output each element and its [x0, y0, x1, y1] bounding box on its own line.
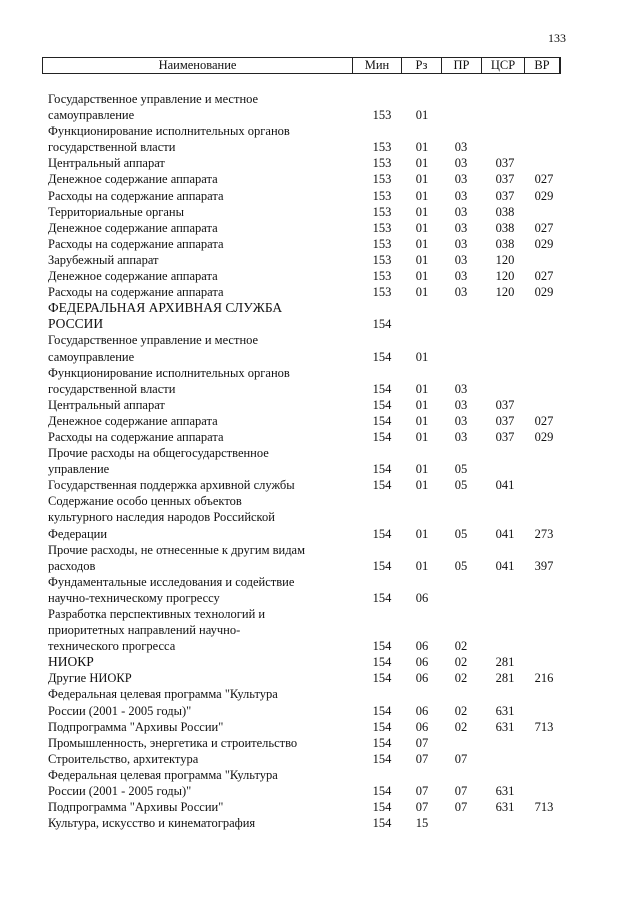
- row-vr: 029: [534, 236, 554, 251]
- table-row: [0, 799, 640, 815]
- table-row: [0, 751, 640, 767]
- row-min: 154: [372, 735, 392, 750]
- row-name: Территориальные органы: [48, 204, 185, 219]
- row-vr: 027: [534, 269, 554, 284]
- table-row: [0, 204, 640, 220]
- row-rz: 06: [415, 639, 429, 654]
- row-csr: 631: [495, 784, 515, 799]
- row-min: 153: [372, 252, 392, 267]
- row-min: 154: [372, 751, 392, 766]
- row-min: 154: [372, 429, 392, 444]
- table-row: [0, 236, 640, 252]
- row-csr: 037: [495, 172, 515, 187]
- row-rz: 06: [415, 590, 429, 605]
- row-csr: 120: [495, 285, 515, 300]
- row-rz: 07: [415, 751, 429, 766]
- row-rz: 01: [415, 108, 429, 123]
- row-min: 154: [372, 800, 392, 815]
- row-pr: 03: [454, 252, 468, 267]
- row-csr: 281: [495, 655, 515, 670]
- table-row: [0, 477, 640, 493]
- row-rz: 01: [415, 252, 429, 267]
- row-pr: 03: [454, 285, 468, 300]
- row-pr: 07: [454, 751, 468, 766]
- row-pr: 02: [454, 639, 468, 654]
- table-row: [0, 413, 640, 429]
- row-rz: 01: [415, 478, 429, 493]
- row-min: 154: [372, 413, 392, 428]
- row-min: 153: [372, 188, 392, 203]
- row-name: Прочие расходы на общегосударственное управление: [48, 446, 269, 477]
- row-min: 154: [372, 526, 392, 541]
- row-min: 154: [372, 671, 392, 686]
- row-pr: 03: [454, 236, 468, 251]
- row-pr: 03: [454, 172, 468, 187]
- row-rz: 01: [415, 462, 429, 477]
- row-csr: 037: [495, 429, 515, 444]
- row-name: Расходы на содержание аппарата: [48, 236, 224, 251]
- row-rz: 01: [415, 397, 429, 412]
- table-row: [0, 429, 640, 445]
- row-min: 154: [372, 558, 392, 573]
- row-vr: 027: [534, 172, 554, 187]
- row-csr: 120: [495, 252, 515, 267]
- row-name: Денежное содержание аппарата: [48, 172, 218, 187]
- row-csr: 037: [495, 413, 515, 428]
- row-rz: 01: [415, 429, 429, 444]
- row-vr: 216: [534, 671, 554, 686]
- row-pr: 03: [454, 381, 468, 396]
- row-csr: 041: [495, 526, 515, 541]
- row-pr: 07: [454, 800, 468, 815]
- row-rz: 01: [415, 526, 429, 541]
- row-name: Федеральная целевая программа "Культура России (2001 - 2005 годы)": [48, 767, 278, 799]
- header-min: Мин: [352, 58, 401, 73]
- row-pr: 03: [454, 397, 468, 412]
- row-name: Расходы на содержание аппарата: [48, 188, 224, 203]
- row-name: Расходы на содержание аппарата: [48, 285, 224, 300]
- table-body: [0, 91, 640, 831]
- table-row: [0, 735, 640, 751]
- row-rz: 01: [415, 236, 429, 251]
- row-pr: 03: [454, 204, 468, 219]
- row-min: 153: [372, 236, 392, 251]
- table-header: [42, 57, 561, 74]
- row-pr: 02: [454, 703, 468, 718]
- row-rz: 06: [415, 655, 429, 670]
- row-name: НИОКР: [48, 654, 94, 670]
- row-vr: 027: [534, 220, 554, 235]
- row-rz: 15: [415, 816, 429, 831]
- table-row: [0, 220, 640, 236]
- row-min: 153: [372, 108, 392, 123]
- table-row: [0, 300, 640, 332]
- row-vr: 397: [534, 558, 554, 573]
- row-csr: 631: [495, 703, 515, 718]
- row-name: Прочие расходы, не отнесенные к другим видам расходов: [48, 542, 306, 573]
- row-min: 154: [372, 317, 392, 332]
- row-csr: 041: [495, 558, 515, 573]
- row-min: 154: [372, 381, 392, 396]
- row-name: Федеральная целевая программа "Культура России (2001 - 2005 годы)": [48, 687, 278, 718]
- row-pr: 03: [454, 413, 468, 428]
- table-row: [0, 493, 640, 541]
- row-vr: 029: [534, 429, 554, 444]
- row-vr: 029: [534, 285, 554, 300]
- row-rz: 01: [415, 220, 429, 235]
- row-vr: 713: [534, 719, 554, 734]
- row-csr: 037: [495, 397, 515, 412]
- row-csr: 281: [495, 671, 515, 686]
- table-row: [0, 686, 640, 718]
- row-csr: 037: [495, 156, 515, 171]
- row-name: Подпрограмма "Архивы России": [48, 800, 224, 815]
- row-name: Денежное содержание аппарата: [48, 220, 218, 235]
- row-name: Промышленность, энергетика и строительство: [48, 735, 298, 750]
- table-row: [0, 171, 640, 187]
- row-pr: 02: [454, 655, 468, 670]
- row-rz: 06: [415, 703, 429, 718]
- row-min: 154: [372, 462, 392, 477]
- row-rz: 07: [415, 784, 429, 799]
- table-row: [0, 332, 640, 364]
- row-name: Государственная поддержка архивной службы: [48, 478, 295, 493]
- header-name: Наименование: [158, 58, 237, 72]
- row-name: Денежное содержание аппарата: [48, 269, 218, 284]
- row-csr: 038: [495, 236, 515, 251]
- row-pr: 05: [454, 462, 468, 477]
- row-rz: 01: [415, 156, 429, 171]
- header-vr: ВР: [524, 58, 560, 73]
- row-min: 153: [372, 204, 392, 219]
- row-min: 154: [372, 816, 392, 831]
- row-pr: 03: [454, 140, 468, 155]
- row-pr: 03: [454, 429, 468, 444]
- row-rz: 07: [415, 800, 429, 815]
- table-row: [0, 574, 640, 606]
- table-row: [0, 284, 640, 300]
- row-name: Зарубежный аппарат: [48, 252, 159, 267]
- row-vr: 027: [534, 413, 554, 428]
- row-name: Функционирование исполнительных органов государственной власти: [48, 365, 290, 396]
- row-name: Государственное управление и местное самоуправление: [48, 92, 259, 123]
- header-rz: Рз: [401, 58, 441, 73]
- row-csr: 041: [495, 478, 515, 493]
- row-name: Фундаментальные исследования и содействие научно-техническому прогрессу: [48, 574, 295, 605]
- row-name: Содержание особо ценных объектов культурного наследия народов Российской Федерации: [48, 494, 275, 541]
- row-rz: 01: [415, 188, 429, 203]
- row-rz: 06: [415, 671, 429, 686]
- table-row: [0, 91, 640, 123]
- row-pr: 03: [454, 269, 468, 284]
- row-min: 154: [372, 639, 392, 654]
- row-pr: 05: [454, 558, 468, 573]
- table-row: [0, 268, 640, 284]
- row-min: 154: [372, 655, 392, 670]
- row-rz: 01: [415, 140, 429, 155]
- row-name: Культура, искусство и кинематография: [48, 816, 256, 831]
- row-name: Государственное управление и местное самоуправление: [48, 333, 259, 364]
- row-rz: 01: [415, 558, 429, 573]
- row-name: Расходы на содержание аппарата: [48, 429, 224, 444]
- row-csr: 038: [495, 220, 515, 235]
- row-min: 154: [372, 719, 392, 734]
- table-row: [0, 397, 640, 413]
- row-min: 153: [372, 220, 392, 235]
- table-row: [0, 188, 640, 204]
- table-row: [0, 815, 640, 831]
- row-rz: 06: [415, 719, 429, 734]
- row-pr: 07: [454, 784, 468, 799]
- row-rz: 01: [415, 285, 429, 300]
- row-min: 154: [372, 784, 392, 799]
- row-pr: 03: [454, 188, 468, 203]
- row-pr: 02: [454, 719, 468, 734]
- table-row: [0, 252, 640, 268]
- table-row: [0, 767, 640, 799]
- row-pr: 03: [454, 156, 468, 171]
- row-pr: 02: [454, 671, 468, 686]
- row-min: 154: [372, 349, 392, 364]
- table-row: [0, 542, 640, 574]
- table-row: [0, 606, 640, 654]
- row-rz: 01: [415, 413, 429, 428]
- table-row: [0, 123, 640, 155]
- row-rz: 01: [415, 269, 429, 284]
- row-name: ФЕДЕРАЛЬНАЯ АРХИВНАЯ СЛУЖБА РОССИИ: [48, 300, 283, 332]
- row-min: 153: [372, 285, 392, 300]
- row-min: 154: [372, 478, 392, 493]
- row-name: Разработка перспективных технологий и приоритетных направлений научно- технического прогресса: [48, 607, 266, 654]
- row-min: 154: [372, 703, 392, 718]
- table-row: [0, 365, 640, 397]
- row-pr: 03: [454, 220, 468, 235]
- table-row: [0, 445, 640, 477]
- row-min: 154: [372, 590, 392, 605]
- row-name: Функционирование исполнительных органов государственной власти: [48, 124, 290, 155]
- row-vr: 273: [534, 526, 554, 541]
- row-name: Другие НИОКР: [48, 671, 132, 686]
- row-vr: 029: [534, 188, 554, 203]
- row-csr: 631: [495, 719, 515, 734]
- table-row: [0, 719, 640, 735]
- table-row: [0, 654, 640, 670]
- table-row: [0, 670, 640, 686]
- page-number: 133: [548, 31, 566, 45]
- row-csr: 631: [495, 800, 515, 815]
- row-rz: 01: [415, 349, 429, 364]
- row-vr: 713: [534, 800, 554, 815]
- header-pr: ПР: [441, 58, 481, 73]
- table-row: [0, 155, 640, 171]
- row-rz: 01: [415, 204, 429, 219]
- row-min: 153: [372, 140, 392, 155]
- row-csr: 037: [495, 188, 515, 203]
- row-pr: 05: [454, 478, 468, 493]
- row-name: Строительство, архитектура: [48, 751, 199, 766]
- row-name: Денежное содержание аппарата: [48, 413, 218, 428]
- row-min: 153: [372, 172, 392, 187]
- header-csr: ЦСР: [481, 58, 524, 73]
- row-name: Центральный аппарат: [48, 156, 165, 171]
- row-min: 154: [372, 397, 392, 412]
- row-rz: 07: [415, 735, 429, 750]
- row-csr: 120: [495, 269, 515, 284]
- row-csr: 038: [495, 204, 515, 219]
- row-name: Центральный аппарат: [48, 397, 165, 412]
- row-pr: 05: [454, 526, 468, 541]
- row-min: 153: [372, 269, 392, 284]
- row-min: 153: [372, 156, 392, 171]
- row-name: Подпрограмма "Архивы России": [48, 719, 224, 734]
- row-rz: 01: [415, 172, 429, 187]
- row-rz: 01: [415, 381, 429, 396]
